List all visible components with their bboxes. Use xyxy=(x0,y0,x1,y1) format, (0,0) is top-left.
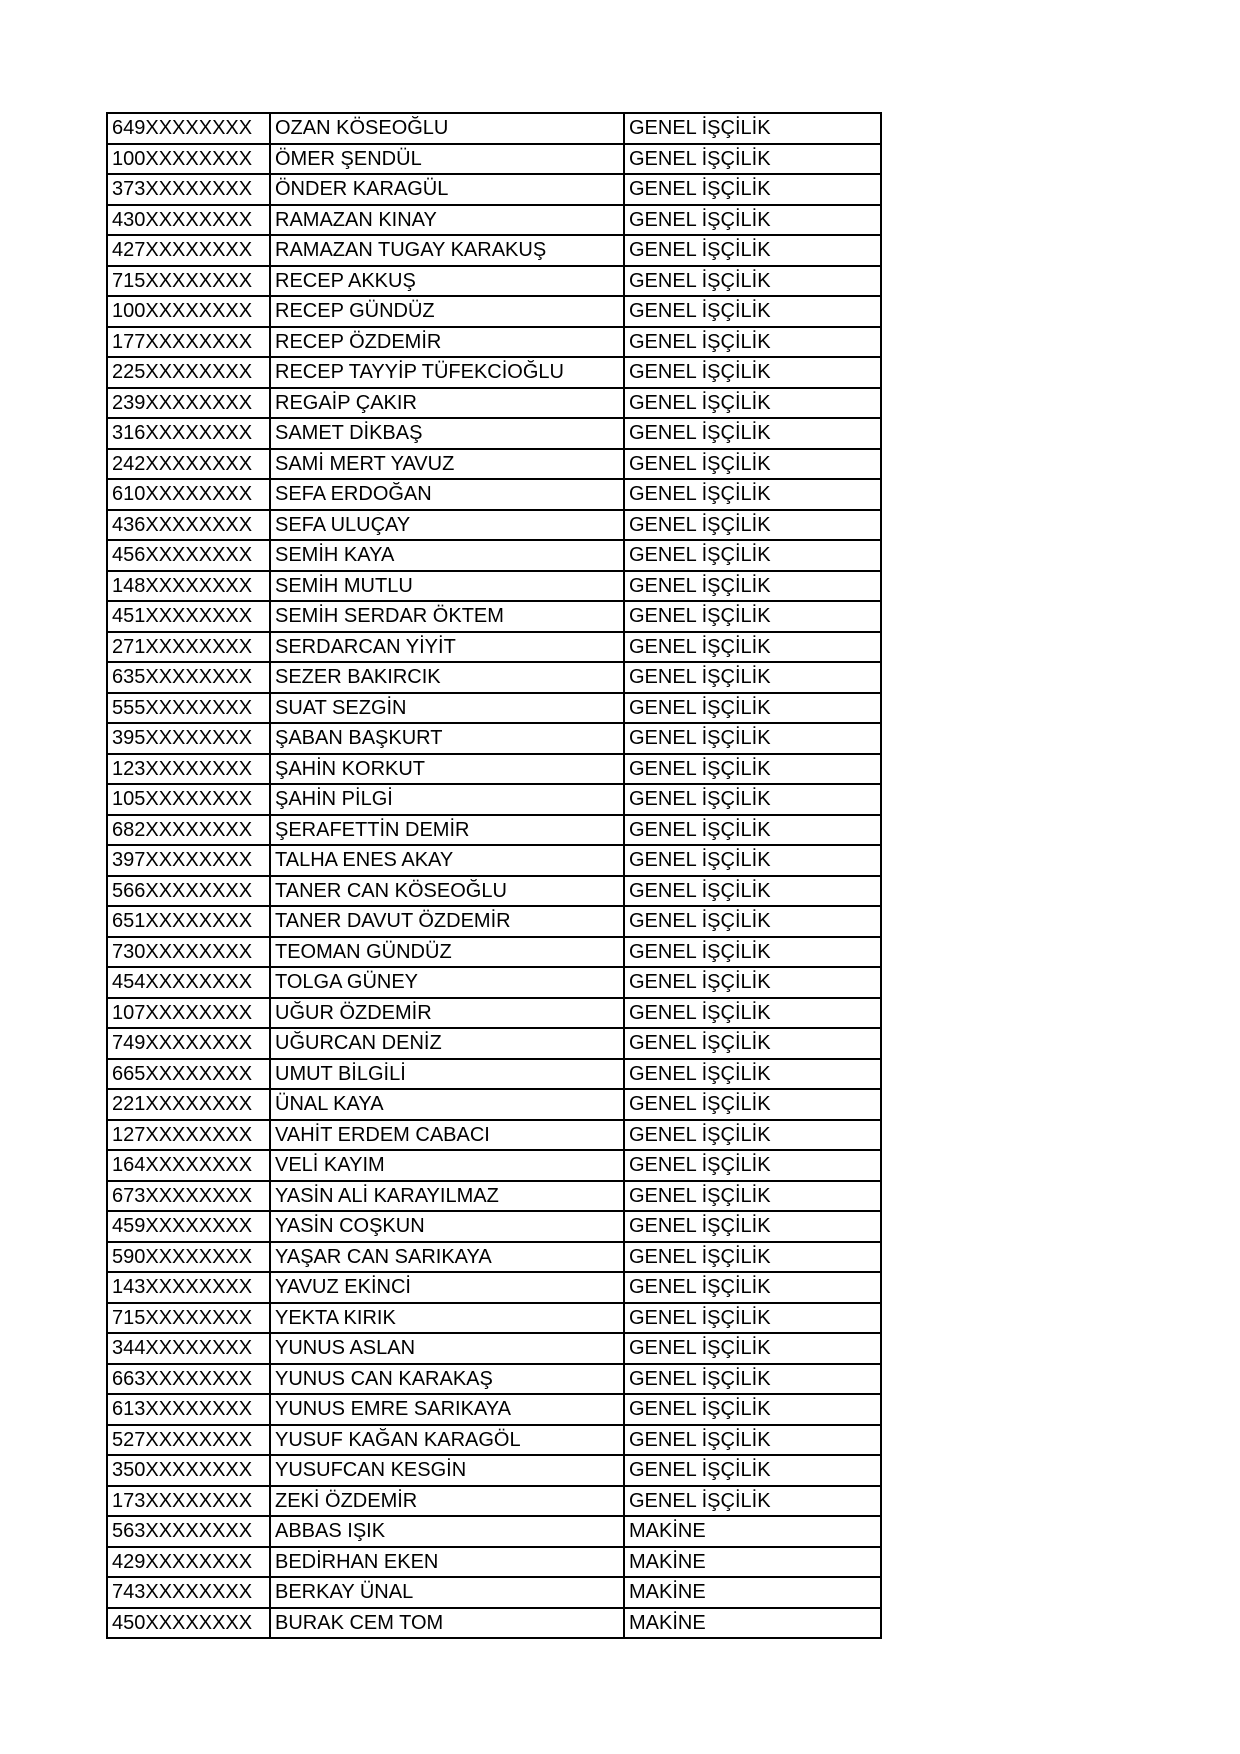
full-name-cell: TOLGA GÜNEY xyxy=(270,967,624,998)
id-number-cell: 651XXXXXXXX xyxy=(107,906,270,937)
department-cell: MAKİNE xyxy=(624,1608,881,1639)
id-number-cell: 555XXXXXXXX xyxy=(107,693,270,724)
table-row xyxy=(107,1150,881,1181)
id-number-cell: 395XXXXXXXX xyxy=(107,723,270,754)
full-name-cell: ÖMER ŞENDÜL xyxy=(270,144,624,175)
id-number-cell: 743XXXXXXXX xyxy=(107,1577,270,1608)
id-number-cell: 527XXXXXXXX xyxy=(107,1425,270,1456)
full-name-cell: ABBAS IŞIK xyxy=(270,1516,624,1547)
id-number-cell: 271XXXXXXXX xyxy=(107,632,270,663)
full-name-cell: ŞERAFETTİN DEMİR xyxy=(270,815,624,846)
table-row xyxy=(107,1120,881,1151)
document-page xyxy=(106,112,880,1639)
department-cell: GENEL İŞÇİLİK xyxy=(624,1242,881,1273)
full-name-cell: TALHA ENES AKAY xyxy=(270,845,624,876)
full-name-cell: ŞABAN BAŞKURT xyxy=(270,723,624,754)
full-name-cell: ŞAHİN PİLGİ xyxy=(270,784,624,815)
id-number-cell: 715XXXXXXXX xyxy=(107,1303,270,1334)
full-name-cell: RAMAZAN KINAY xyxy=(270,205,624,236)
department-cell: GENEL İŞÇİLİK xyxy=(624,754,881,785)
department-cell: GENEL İŞÇİLİK xyxy=(624,662,881,693)
id-number-cell: 454XXXXXXXX xyxy=(107,967,270,998)
id-number-cell: 373XXXXXXXX xyxy=(107,174,270,205)
table-row xyxy=(107,571,881,602)
full-name-cell: VELİ KAYIM xyxy=(270,1150,624,1181)
table-row xyxy=(107,784,881,815)
department-cell: GENEL İŞÇİLİK xyxy=(624,266,881,297)
full-name-cell: YUSUFCAN KESGİN xyxy=(270,1455,624,1486)
table-row xyxy=(107,418,881,449)
full-name-cell: YUNUS EMRE SARIKAYA xyxy=(270,1394,624,1425)
table-row xyxy=(107,479,881,510)
id-number-cell: 143XXXXXXXX xyxy=(107,1272,270,1303)
id-number-cell: 456XXXXXXXX xyxy=(107,540,270,571)
full-name-cell: SEMİH SERDAR ÖKTEM xyxy=(270,601,624,632)
id-number-cell: 730XXXXXXXX xyxy=(107,937,270,968)
table-row xyxy=(107,815,881,846)
department-cell: GENEL İŞÇİLİK xyxy=(624,1028,881,1059)
full-name-cell: YUNUS CAN KARAKAŞ xyxy=(270,1364,624,1395)
id-number-cell: 127XXXXXXXX xyxy=(107,1120,270,1151)
department-cell: GENEL İŞÇİLİK xyxy=(624,1394,881,1425)
full-name-cell: VAHİT ERDEM CABACI xyxy=(270,1120,624,1151)
id-number-cell: 610XXXXXXXX xyxy=(107,479,270,510)
department-cell: GENEL İŞÇİLİK xyxy=(624,1455,881,1486)
table-row xyxy=(107,998,881,1029)
department-cell: GENEL İŞÇİLİK xyxy=(624,1425,881,1456)
id-number-cell: 123XXXXXXXX xyxy=(107,754,270,785)
table-row xyxy=(107,1333,881,1364)
table-row xyxy=(107,1181,881,1212)
department-cell: GENEL İŞÇİLİK xyxy=(624,327,881,358)
department-cell: MAKİNE xyxy=(624,1547,881,1578)
full-name-cell: SEZER BAKIRCIK xyxy=(270,662,624,693)
full-name-cell: UĞURCAN DENİZ xyxy=(270,1028,624,1059)
personnel-table xyxy=(106,112,882,1639)
full-name-cell: YAVUZ EKİNCİ xyxy=(270,1272,624,1303)
id-number-cell: 590XXXXXXXX xyxy=(107,1242,270,1273)
table-row xyxy=(107,1242,881,1273)
table-row xyxy=(107,723,881,754)
id-number-cell: 566XXXXXXXX xyxy=(107,876,270,907)
department-cell: GENEL İŞÇİLİK xyxy=(624,571,881,602)
table-row xyxy=(107,327,881,358)
department-cell: GENEL İŞÇİLİK xyxy=(624,1364,881,1395)
table-row xyxy=(107,662,881,693)
id-number-cell: 173XXXXXXXX xyxy=(107,1486,270,1517)
department-cell: GENEL İŞÇİLİK xyxy=(624,1272,881,1303)
department-cell: GENEL İŞÇİLİK xyxy=(624,998,881,1029)
department-cell: GENEL İŞÇİLİK xyxy=(624,632,881,663)
full-name-cell: SUAT SEZGİN xyxy=(270,693,624,724)
table-row xyxy=(107,1028,881,1059)
full-name-cell: RECEP AKKUŞ xyxy=(270,266,624,297)
full-name-cell: ŞAHİN KORKUT xyxy=(270,754,624,785)
table-row xyxy=(107,205,881,236)
table-row xyxy=(107,388,881,419)
department-cell: GENEL İŞÇİLİK xyxy=(624,967,881,998)
department-cell: GENEL İŞÇİLİK xyxy=(624,1333,881,1364)
department-cell: MAKİNE xyxy=(624,1516,881,1547)
table-row xyxy=(107,1516,881,1547)
id-number-cell: 430XXXXXXXX xyxy=(107,205,270,236)
full-name-cell: SAMET DİKBAŞ xyxy=(270,418,624,449)
full-name-cell: SEFA ERDOĞAN xyxy=(270,479,624,510)
id-number-cell: 749XXXXXXXX xyxy=(107,1028,270,1059)
table-row xyxy=(107,754,881,785)
department-cell: GENEL İŞÇİLİK xyxy=(624,1089,881,1120)
full-name-cell: YASİN COŞKUN xyxy=(270,1211,624,1242)
full-name-cell: SEMİH MUTLU xyxy=(270,571,624,602)
full-name-cell: YASİN ALİ KARAYILMAZ xyxy=(270,1181,624,1212)
table-row xyxy=(107,144,881,175)
table-row xyxy=(107,1577,881,1608)
department-cell: GENEL İŞÇİLİK xyxy=(624,1486,881,1517)
department-cell: GENEL İŞÇİLİK xyxy=(624,510,881,541)
table-row xyxy=(107,1425,881,1456)
id-number-cell: 715XXXXXXXX xyxy=(107,266,270,297)
table-row xyxy=(107,632,881,663)
id-number-cell: 316XXXXXXXX xyxy=(107,418,270,449)
department-cell: GENEL İŞÇİLİK xyxy=(624,144,881,175)
full-name-cell: YUNUS ASLAN xyxy=(270,1333,624,1364)
table-row xyxy=(107,1486,881,1517)
id-number-cell: 242XXXXXXXX xyxy=(107,449,270,480)
id-number-cell: 663XXXXXXXX xyxy=(107,1364,270,1395)
department-cell: GENEL İŞÇİLİK xyxy=(624,906,881,937)
table-row xyxy=(107,1211,881,1242)
full-name-cell: RECEP GÜNDÜZ xyxy=(270,296,624,327)
department-cell: GENEL İŞÇİLİK xyxy=(624,388,881,419)
table-row xyxy=(107,693,881,724)
table-row xyxy=(107,357,881,388)
department-cell: GENEL İŞÇİLİK xyxy=(624,937,881,968)
id-number-cell: 613XXXXXXXX xyxy=(107,1394,270,1425)
department-cell: GENEL İŞÇİLİK xyxy=(624,357,881,388)
table-row xyxy=(107,510,881,541)
full-name-cell: BURAK CEM TOM xyxy=(270,1608,624,1639)
full-name-cell: YEKTA KIRIK xyxy=(270,1303,624,1334)
id-number-cell: 673XXXXXXXX xyxy=(107,1181,270,1212)
table-row xyxy=(107,113,881,144)
department-cell: GENEL İŞÇİLİK xyxy=(624,479,881,510)
department-cell: GENEL İŞÇİLİK xyxy=(624,1303,881,1334)
table-row xyxy=(107,1364,881,1395)
table-row xyxy=(107,845,881,876)
department-cell: GENEL İŞÇİLİK xyxy=(624,1181,881,1212)
id-number-cell: 649XXXXXXXX xyxy=(107,113,270,144)
table-row xyxy=(107,876,881,907)
department-cell: GENEL İŞÇİLİK xyxy=(624,174,881,205)
full-name-cell: RECEP TAYYİP TÜFEKCİOĞLU xyxy=(270,357,624,388)
department-cell: MAKİNE xyxy=(624,1577,881,1608)
table-row xyxy=(107,1272,881,1303)
table-row xyxy=(107,1303,881,1334)
full-name-cell: RECEP ÖZDEMİR xyxy=(270,327,624,358)
id-number-cell: 427XXXXXXXX xyxy=(107,235,270,266)
full-name-cell: REGAİP ÇAKIR xyxy=(270,388,624,419)
id-number-cell: 451XXXXXXXX xyxy=(107,601,270,632)
id-number-cell: 682XXXXXXXX xyxy=(107,815,270,846)
full-name-cell: UMUT BİLGİLİ xyxy=(270,1059,624,1090)
full-name-cell: SEFA ULUÇAY xyxy=(270,510,624,541)
id-number-cell: 344XXXXXXXX xyxy=(107,1333,270,1364)
table-row xyxy=(107,937,881,968)
full-name-cell: YAŞAR CAN SARIKAYA xyxy=(270,1242,624,1273)
table-row xyxy=(107,235,881,266)
id-number-cell: 164XXXXXXXX xyxy=(107,1150,270,1181)
table-row xyxy=(107,174,881,205)
table-row xyxy=(107,967,881,998)
table-row xyxy=(107,1547,881,1578)
full-name-cell: ÜNAL KAYA xyxy=(270,1089,624,1120)
department-cell: GENEL İŞÇİLİK xyxy=(624,1211,881,1242)
id-number-cell: 221XXXXXXXX xyxy=(107,1089,270,1120)
table-row xyxy=(107,540,881,571)
department-cell: GENEL İŞÇİLİK xyxy=(624,113,881,144)
full-name-cell: YUSUF KAĞAN KARAGÖL xyxy=(270,1425,624,1456)
table-row xyxy=(107,266,881,297)
full-name-cell: UĞUR ÖZDEMİR xyxy=(270,998,624,1029)
department-cell: GENEL İŞÇİLİK xyxy=(624,235,881,266)
full-name-cell: RAMAZAN TUGAY KARAKUŞ xyxy=(270,235,624,266)
full-name-cell: ÖNDER KARAGÜL xyxy=(270,174,624,205)
department-cell: GENEL İŞÇİLİK xyxy=(624,876,881,907)
full-name-cell: SERDARCAN YİYİT xyxy=(270,632,624,663)
department-cell: GENEL İŞÇİLİK xyxy=(624,784,881,815)
full-name-cell: ZEKİ ÖZDEMİR xyxy=(270,1486,624,1517)
department-cell: GENEL İŞÇİLİK xyxy=(624,205,881,236)
id-number-cell: 100XXXXXXXX xyxy=(107,144,270,175)
department-cell: GENEL İŞÇİLİK xyxy=(624,418,881,449)
table-row xyxy=(107,1455,881,1486)
full-name-cell: SEMİH KAYA xyxy=(270,540,624,571)
table-row xyxy=(107,1394,881,1425)
id-number-cell: 459XXXXXXXX xyxy=(107,1211,270,1242)
department-cell: GENEL İŞÇİLİK xyxy=(624,296,881,327)
department-cell: GENEL İŞÇİLİK xyxy=(624,723,881,754)
full-name-cell: TANER DAVUT ÖZDEMİR xyxy=(270,906,624,937)
id-number-cell: 350XXXXXXXX xyxy=(107,1455,270,1486)
id-number-cell: 105XXXXXXXX xyxy=(107,784,270,815)
department-cell: GENEL İŞÇİLİK xyxy=(624,845,881,876)
id-number-cell: 107XXXXXXXX xyxy=(107,998,270,1029)
table-row xyxy=(107,601,881,632)
table-row xyxy=(107,906,881,937)
full-name-cell: TEOMAN GÜNDÜZ xyxy=(270,937,624,968)
department-cell: GENEL İŞÇİLİK xyxy=(624,601,881,632)
department-cell: GENEL İŞÇİLİK xyxy=(624,540,881,571)
id-number-cell: 563XXXXXXXX xyxy=(107,1516,270,1547)
department-cell: GENEL İŞÇİLİK xyxy=(624,1059,881,1090)
full-name-cell: BEDİRHAN EKEN xyxy=(270,1547,624,1578)
full-name-cell: SAMİ MERT YAVUZ xyxy=(270,449,624,480)
department-cell: GENEL İŞÇİLİK xyxy=(624,1150,881,1181)
table-row xyxy=(107,296,881,327)
department-cell: GENEL İŞÇİLİK xyxy=(624,815,881,846)
id-number-cell: 148XXXXXXXX xyxy=(107,571,270,602)
department-cell: GENEL İŞÇİLİK xyxy=(624,693,881,724)
id-number-cell: 397XXXXXXXX xyxy=(107,845,270,876)
table-row xyxy=(107,1608,881,1639)
id-number-cell: 177XXXXXXXX xyxy=(107,327,270,358)
id-number-cell: 225XXXXXXXX xyxy=(107,357,270,388)
full-name-cell: OZAN KÖSEOĞLU xyxy=(270,113,624,144)
department-cell: GENEL İŞÇİLİK xyxy=(624,449,881,480)
table-row xyxy=(107,1089,881,1120)
id-number-cell: 450XXXXXXXX xyxy=(107,1608,270,1639)
department-cell: GENEL İŞÇİLİK xyxy=(624,1120,881,1151)
table-body xyxy=(107,113,881,1638)
id-number-cell: 239XXXXXXXX xyxy=(107,388,270,419)
table-row xyxy=(107,1059,881,1090)
id-number-cell: 635XXXXXXXX xyxy=(107,662,270,693)
id-number-cell: 436XXXXXXXX xyxy=(107,510,270,541)
id-number-cell: 100XXXXXXXX xyxy=(107,296,270,327)
id-number-cell: 665XXXXXXXX xyxy=(107,1059,270,1090)
full-name-cell: BERKAY ÜNAL xyxy=(270,1577,624,1608)
full-name-cell: TANER CAN KÖSEOĞLU xyxy=(270,876,624,907)
table-row xyxy=(107,449,881,480)
id-number-cell: 429XXXXXXXX xyxy=(107,1547,270,1578)
